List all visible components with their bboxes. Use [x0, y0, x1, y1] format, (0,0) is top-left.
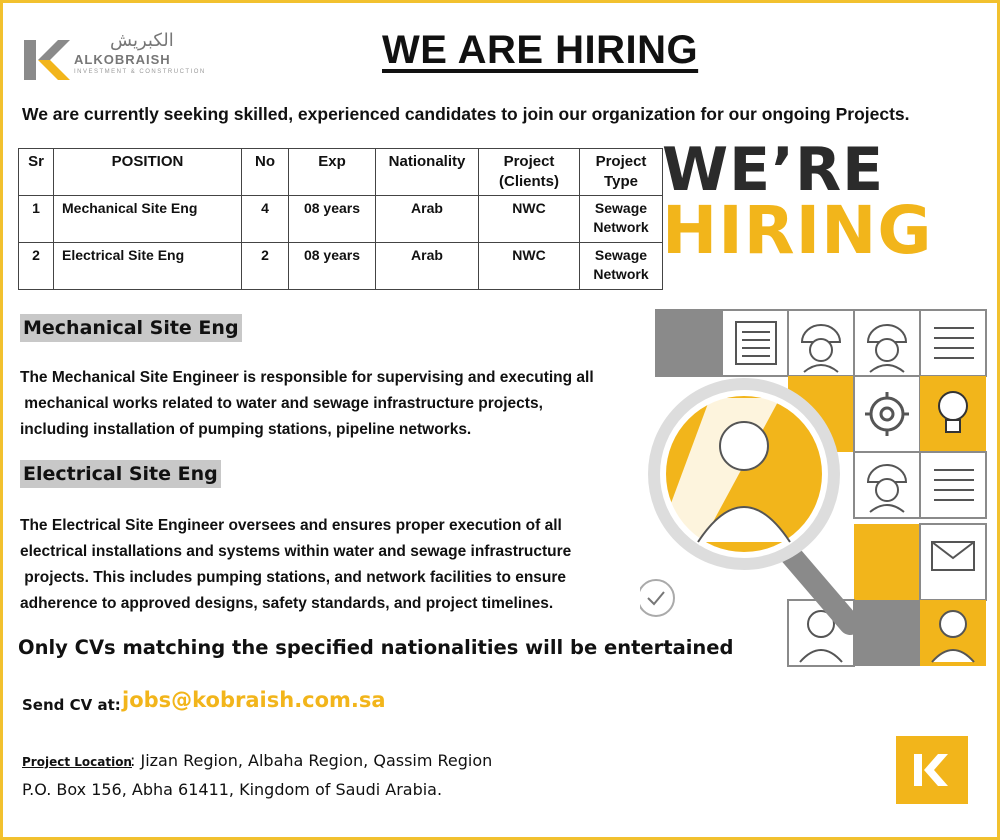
cell-nationality: Arab	[376, 196, 479, 243]
electrical-description	[20, 513, 571, 617]
intro-text: We are currently seeking skilled, experienced candidates to join our organization for our ongoing Projects.	[22, 104, 910, 124]
cell-no: 2	[242, 243, 289, 290]
positions-table	[18, 148, 663, 290]
logo-arabic-name: الكبريش	[110, 30, 174, 51]
cell-type: Sewage Network	[580, 196, 663, 243]
nationality-note: Only CVs matching the specified nationalities will be entertained	[18, 636, 734, 659]
cell-exp: 08 years	[289, 243, 376, 290]
cell-no: 4	[242, 196, 289, 243]
description-line: projects. This includes pumping stations, and network facilities to ensure	[20, 569, 567, 586]
description-line: electrical installations and systems within water and sewage infrastructure	[20, 543, 572, 560]
magnifier-person-icon	[654, 384, 850, 624]
page-title: WE ARE HIRING	[382, 28, 699, 72]
postal-address: P.O. Box 156, Abha 61411, Kingdom of Saudi Arabia.	[22, 780, 443, 799]
project-location-label: Project Location	[22, 755, 132, 769]
description-line: mechanical works related to water and sewage infrastructure projects,	[20, 395, 543, 412]
description-line: adherence to approved designs, safety standards, and project timelines.	[20, 595, 554, 612]
were-hiring-banner	[662, 135, 933, 269]
cell-position: Mechanical Site Eng	[54, 196, 242, 243]
col-header-no: No	[242, 149, 289, 196]
col-header-nationality: Nationality	[376, 149, 479, 196]
cell-sr: 1	[19, 196, 54, 243]
table-row	[19, 243, 663, 290]
cell-sr: 2	[19, 243, 54, 290]
envelope-icon	[932, 542, 974, 570]
col-header-position: POSITION	[54, 149, 242, 196]
project-location-value: : Jizan Region, Albaha Region, Qassim Region	[130, 751, 493, 770]
k-logo-icon	[896, 736, 968, 804]
logo-english-name: ALKOBRAISH	[74, 52, 171, 67]
table-header-row	[19, 149, 663, 196]
col-header-type: Project Type	[580, 149, 663, 196]
description-line: The Electrical Site Engineer oversees and ensures proper execution of all	[20, 517, 562, 534]
col-header-sr: Sr	[19, 149, 54, 196]
banner-line2: HIRING	[662, 192, 933, 269]
mechanical-section-heading: Mechanical Site Eng	[20, 314, 242, 342]
hiring-illustration	[640, 306, 990, 668]
cell-nationality: Arab	[376, 243, 479, 290]
cell-client: NWC	[479, 196, 580, 243]
description-line: including installation of pumping stations, pipeline networks.	[20, 421, 472, 438]
logo-tagline: INVESTMENT & CONSTRUCTION	[74, 69, 206, 75]
col-header-client: Project (Clients)	[479, 149, 580, 196]
banner-line1: WE’RE	[662, 135, 885, 205]
mechanical-description	[20, 365, 594, 443]
description-line: The Mechanical Site Engineer is responsible for supervising and executing all	[20, 369, 594, 386]
cell-client: NWC	[479, 243, 580, 290]
send-cv-label: Send CV at:	[22, 696, 121, 714]
cell-type: Sewage Network	[580, 243, 663, 290]
electrical-section-heading: Electrical Site Eng	[20, 460, 221, 488]
col-header-exp: Exp	[289, 149, 376, 196]
checkmark-icon	[640, 580, 674, 616]
cell-position: Electrical Site Eng	[54, 243, 242, 290]
table-row	[19, 196, 663, 243]
cell-exp: 08 years	[289, 196, 376, 243]
email-link[interactable]: jobs@kobraish.com.sa	[122, 688, 386, 712]
